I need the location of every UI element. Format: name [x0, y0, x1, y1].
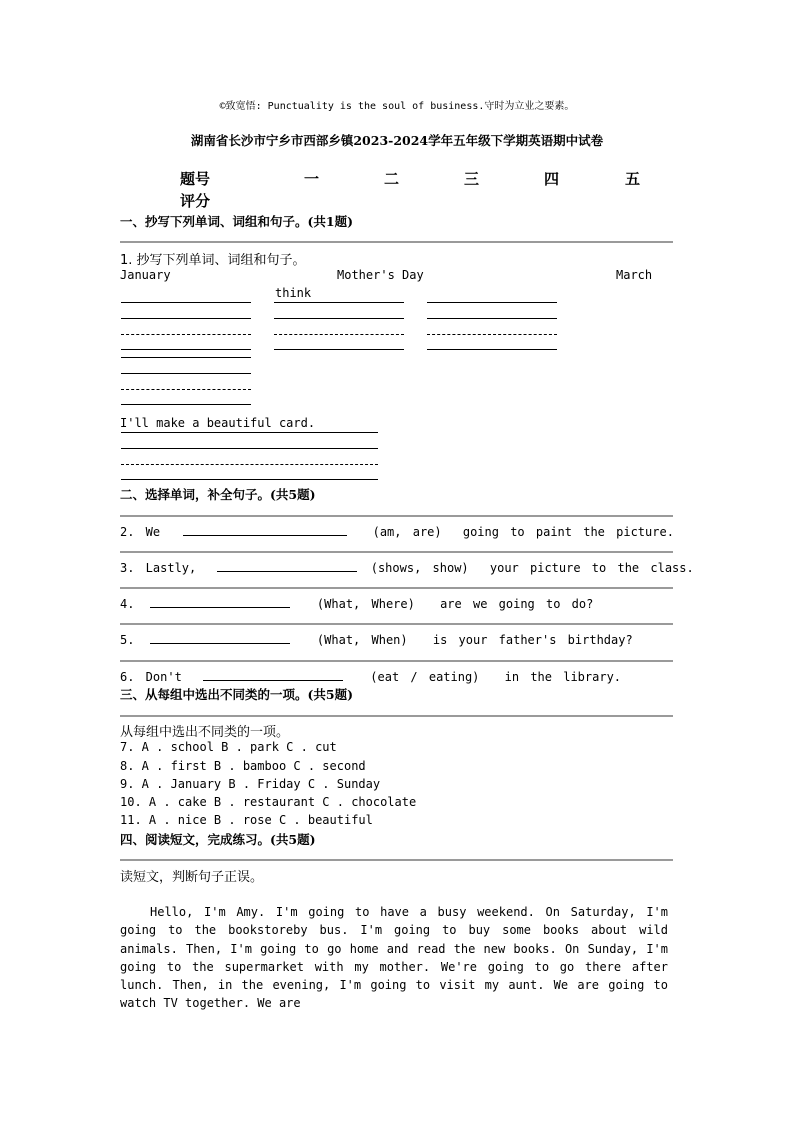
writing-line	[121, 432, 378, 433]
question-number: 2. We	[120, 525, 161, 539]
section-divider	[120, 241, 673, 243]
copy-sentence: I'll make a beautiful card.	[120, 416, 316, 430]
question-3	[120, 559, 694, 575]
writing-line	[121, 448, 378, 449]
choice-item-7: 7. A . school B . park C . cut	[120, 740, 337, 754]
question-options: (What, Where)	[316, 597, 415, 611]
writing-line	[121, 357, 251, 358]
question-text: your picture to the class.	[489, 561, 694, 575]
question-number: 6. Don't	[120, 670, 182, 684]
score-col-1: 一	[304, 170, 320, 188]
writing-line	[274, 349, 404, 350]
writing-line	[121, 479, 378, 480]
section-divider	[120, 515, 673, 517]
writing-dashed-line	[121, 464, 378, 465]
copy-word-march: March	[616, 268, 653, 282]
section1-heading: 一、抄写下列单词、词组和句子。(共1题)	[120, 214, 354, 229]
question-text: going to paint the picture.	[462, 525, 674, 539]
writing-line	[121, 373, 251, 374]
writing-dashed-line	[427, 334, 557, 335]
score-row-label: 题号	[180, 170, 211, 188]
question-divider	[120, 551, 673, 553]
writing-line	[274, 318, 404, 319]
section3-heading: 三、从每组中选出不同类的一项。(共5题)	[120, 687, 354, 702]
question-5	[120, 631, 633, 647]
question-text: is your father's birthday?	[432, 633, 633, 647]
writing-line	[121, 404, 251, 405]
question-1-prompt: 1. 抄写下列单词、词组和句子。	[120, 253, 306, 268]
section3-instruction: 从每组中选出不同类的一项。	[120, 725, 290, 740]
writing-line	[121, 318, 251, 319]
reading-passage: Hello, I'm Amy. I'm going to have a busy weekend. On Saturday, I'm going to the bookstoreby bus. I'm going to buy some books about wild animals. Then, I'm going to go home and read the new books. On Sunday, I'm going to the supermarket with my mother. We're going to go there after lunch. Then, in the evening, I'm going to visit my aunt. We are going to watch TV together. We are	[120, 905, 668, 1011]
writing-line	[274, 302, 404, 303]
copy-word-january: January	[120, 268, 171, 282]
answer-blank[interactable]	[150, 595, 290, 608]
score-value-label: 评分	[180, 192, 211, 210]
answer-blank[interactable]	[150, 631, 290, 644]
question-options: (What, When)	[316, 633, 408, 647]
answer-blank[interactable]	[183, 523, 347, 536]
section4-instruction: 读短文，判断句子正误。	[120, 870, 264, 885]
question-options: (shows, show)	[370, 561, 469, 575]
choice-item-11: 11. A . nice B . rose C . beautiful	[120, 813, 373, 827]
section4-heading: 四、阅读短文，完成练习。(共5题)	[120, 832, 316, 847]
question-number: 3. Lastly,	[120, 561, 197, 575]
question-4	[120, 595, 593, 611]
choice-item-8: 8. A . first B . bamboo C . second	[120, 759, 366, 773]
question-2	[120, 523, 674, 539]
choice-item-9: 9. A . January B . Friday C . Sunday	[120, 777, 381, 791]
question-number: 5.	[120, 633, 135, 647]
question-text: in the library.	[504, 670, 622, 684]
score-col-2: 二	[384, 170, 400, 188]
question-6	[120, 668, 621, 684]
exam-title: 湖南省长沙市宁乡市西部乡镇2023-2024学年五年级下学期英语期中试卷	[190, 133, 604, 148]
writing-line	[427, 318, 557, 319]
section2-heading: 二、选择单词，补全句子。(共5题)	[120, 487, 316, 502]
answer-blank[interactable]	[203, 668, 343, 681]
section-divider	[120, 715, 673, 717]
copy-word-think: think	[275, 286, 312, 300]
copy-word-mothers-day: Mother's Day	[337, 268, 424, 282]
writing-line	[121, 302, 251, 303]
question-divider	[120, 660, 673, 662]
answer-blank[interactable]	[217, 559, 357, 572]
score-col-4: 四	[544, 170, 560, 188]
score-col-5: 五	[625, 170, 641, 188]
writing-line	[121, 349, 251, 350]
question-number: 4.	[120, 597, 135, 611]
writing-dashed-line	[121, 334, 251, 335]
question-divider	[120, 587, 673, 589]
writing-line	[427, 302, 557, 303]
question-options: (am, are)	[372, 525, 442, 539]
choice-item-10: 10. A . cake B . restaurant C . chocolate	[120, 795, 417, 809]
question-divider	[120, 623, 673, 625]
header-motto: ©致宽悟: Punctuality is the soul of business.守时为立业之要素。	[219, 101, 575, 112]
question-options: (eat / eating)	[370, 670, 480, 684]
score-col-3: 三	[464, 170, 480, 188]
section-divider	[120, 859, 673, 861]
writing-dashed-line	[274, 334, 404, 335]
writing-dashed-line	[121, 389, 251, 390]
writing-line	[427, 349, 557, 350]
question-text: are we going to do?	[440, 597, 594, 611]
